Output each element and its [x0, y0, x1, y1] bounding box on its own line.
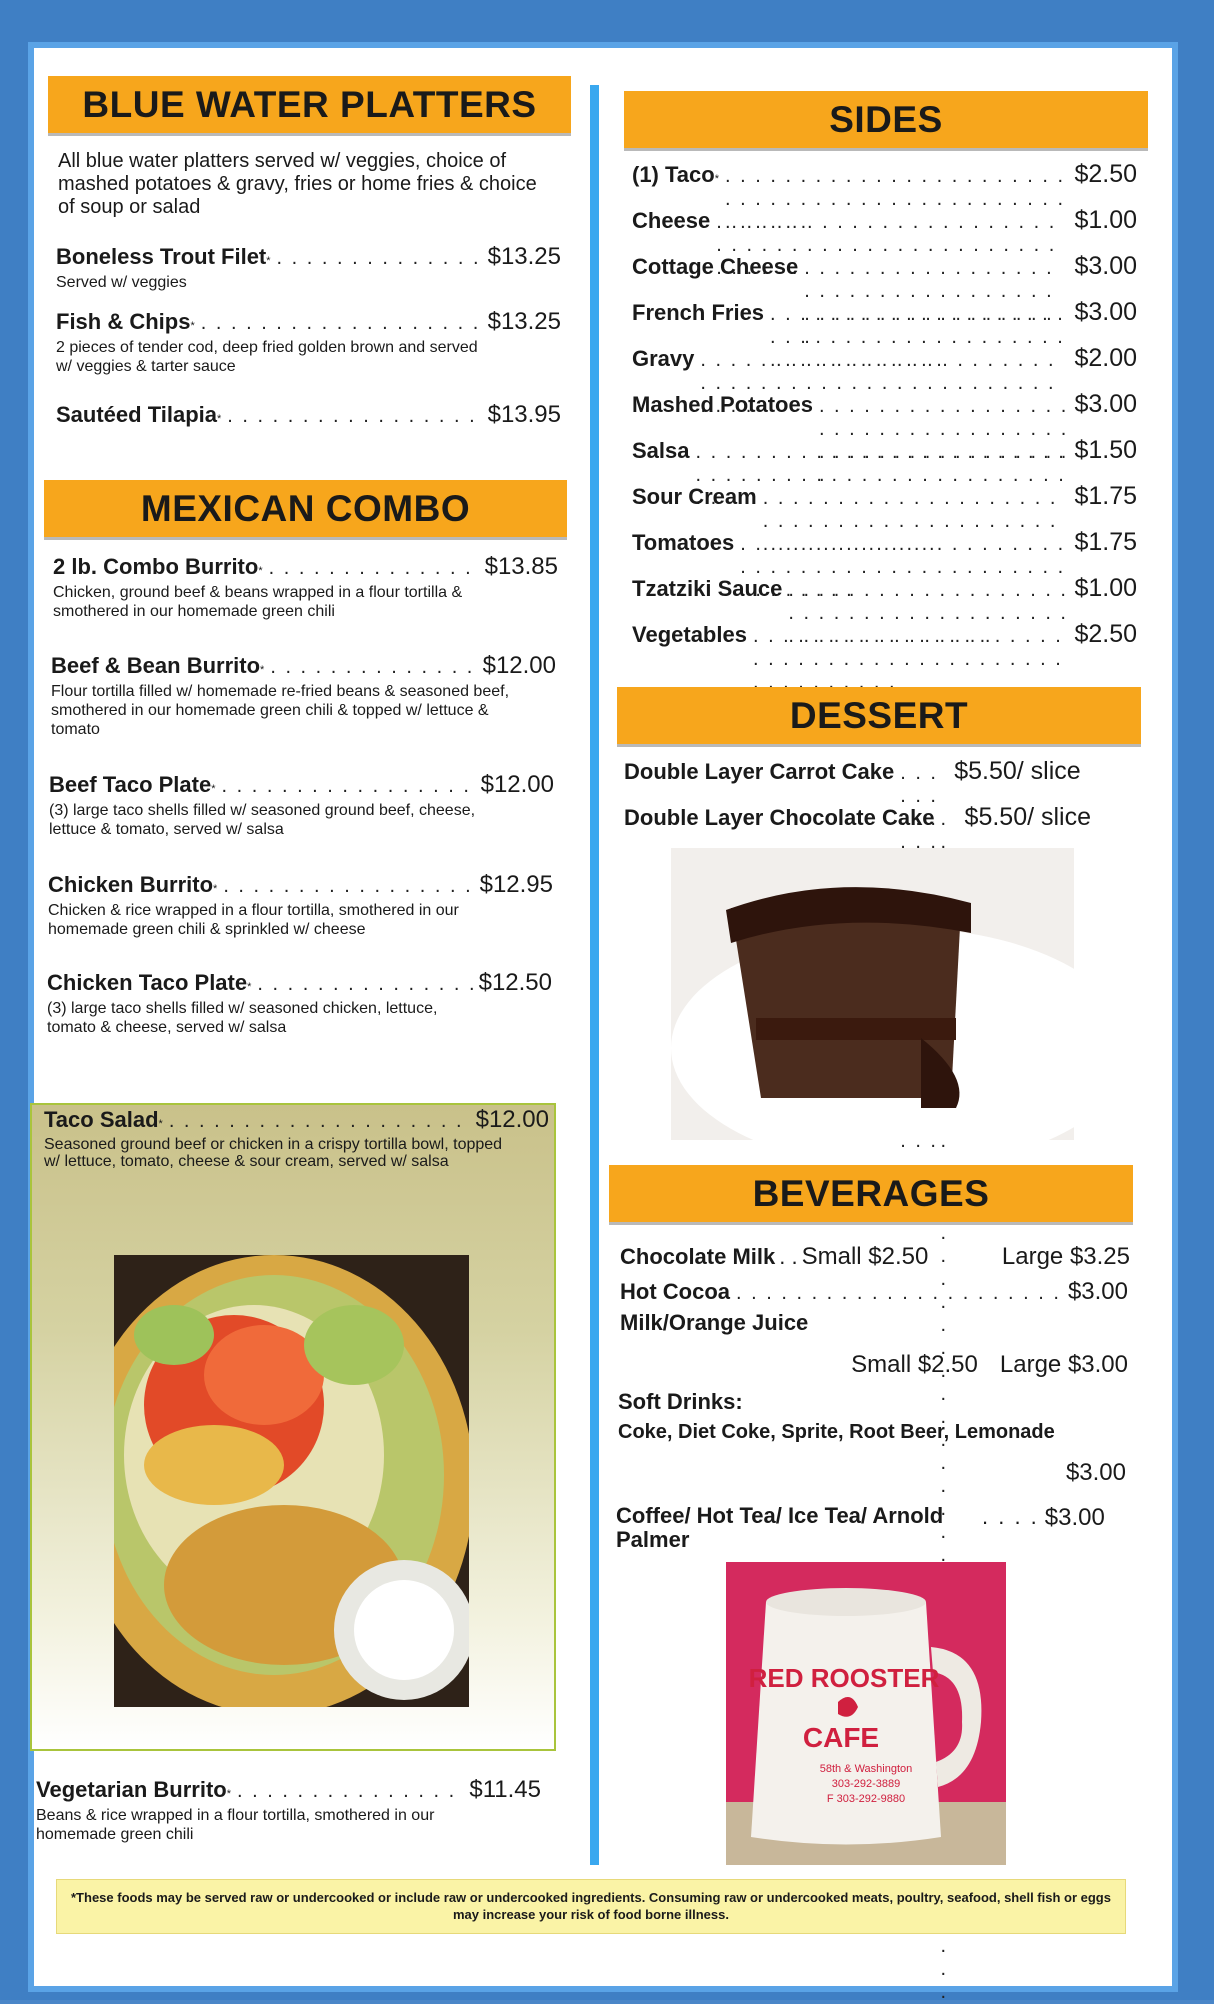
item-price: $3.00 — [1065, 1459, 1126, 1486]
mug-brand-top: RED ROOSTER — [748, 1663, 940, 1693]
leader-dots — [269, 557, 479, 580]
item-price: $3.00 — [1074, 390, 1137, 418]
leader-dots — [222, 775, 475, 798]
beverages-title: BEVERAGES — [752, 1172, 990, 1214]
side-item — [632, 344, 1137, 390]
leader-dots — [736, 1282, 1062, 1305]
side-item — [632, 160, 1137, 206]
leader-dots — [169, 1110, 470, 1133]
side-item — [632, 252, 1137, 298]
side-item — [632, 620, 1137, 666]
menu-item-trout — [56, 243, 561, 292]
small-price: Small $2.50 — [851, 1351, 978, 1378]
raw-warning-mark: * — [714, 173, 719, 185]
item-name: Beef & Bean Burrito — [51, 653, 261, 678]
leader-dots — [223, 875, 473, 898]
item-name: Salsa — [632, 438, 690, 463]
item-name: Hot Cocoa — [620, 1279, 730, 1304]
mug-illustration — [726, 1562, 1006, 1865]
dessert-item — [624, 803, 1132, 849]
item-desc: (3) large taco shells filled w/ seasoned ground beef, cheese, lettuce & tomato, served w/ salsa — [49, 802, 476, 838]
side-item — [632, 298, 1137, 344]
item-name: Fish & Chips — [56, 309, 191, 334]
dessert-banner — [617, 687, 1141, 747]
large-price: Large $3.00 — [999, 1351, 1128, 1378]
item-name: Chicken Taco Plate — [47, 970, 248, 995]
item-price: $3.00 — [1067, 1278, 1128, 1305]
item-price: $12.00 — [482, 652, 556, 679]
menu-item-chicken-taco-plate — [47, 969, 552, 1037]
item-price: $3.00 — [1044, 1504, 1105, 1531]
chocolate-cake-photo — [671, 848, 1074, 1140]
item-name: Double Layer Chocolate Cake — [624, 805, 935, 830]
item-name: Cottage Cheese — [632, 254, 799, 279]
item-price: $3.00 — [1074, 298, 1137, 326]
raw-food-disclaimer — [56, 1879, 1126, 1934]
item-price: $2.00 — [1074, 344, 1137, 372]
side-item — [632, 574, 1137, 620]
mug-brand-bottom: CAFE — [802, 1722, 880, 1753]
menu-item-tilapia — [56, 401, 561, 429]
item-price: $3.00 — [1074, 252, 1137, 280]
menu-item-taco-salad — [44, 1106, 549, 1170]
leader-dots — [227, 405, 481, 428]
leader-dots — [277, 247, 482, 270]
raw-warning-mark: * — [258, 565, 263, 577]
raw-warning-mark: * — [247, 981, 252, 993]
item-name: Soft Drinks: — [618, 1389, 743, 1414]
item-name: Gravy — [632, 346, 695, 371]
beverage-choc-milk — [620, 1243, 1130, 1271]
item-price: $5.50/ slice — [964, 803, 1092, 831]
leader-dots — [753, 625, 1068, 694]
item-price: $1.00 — [1074, 206, 1137, 234]
item-price: $1.75 — [1074, 482, 1137, 510]
sides-list — [632, 160, 1137, 666]
sides-banner — [624, 91, 1148, 151]
item-name: Chocolate Milk — [620, 1244, 776, 1269]
item-name: Vegetables — [632, 622, 747, 647]
leader-dots: . . — [779, 1244, 798, 1269]
side-item — [632, 528, 1137, 574]
item-name: Sautéed Tilapia — [56, 402, 217, 427]
item-name: Taco Salad — [44, 1107, 159, 1132]
leader-dots — [257, 973, 472, 996]
item-name: Tomatoes — [632, 530, 735, 555]
raw-warning-mark: * — [213, 883, 218, 895]
beverage-coffee — [616, 1504, 1124, 1552]
leader-dots — [270, 656, 476, 679]
item-desc: Chicken & rice wrapped in a flour tortilla, smothered in our homemade green chili & sprinkled w/ cheese — [48, 902, 459, 938]
platters-banner — [48, 76, 571, 136]
item-desc: Flour tortilla filled w/ homemade re-fried beans & seasoned beef, smothered in our homemade green chili & topped w/ lettuce & tomato — [51, 683, 510, 738]
item-price: $12.00 — [475, 1106, 549, 1133]
item-price: $2.50 — [1074, 160, 1137, 188]
item-desc: Served w/ veggies — [56, 274, 187, 291]
large-price: Large $3.25 — [1001, 1243, 1130, 1270]
item-name: Vegetarian Burrito — [36, 1777, 227, 1802]
menu-item-beef-taco-plate — [49, 771, 554, 839]
item-name: Cheese — [632, 208, 711, 233]
sides-title: SIDES — [829, 98, 943, 140]
item-price: $13.25 — [487, 308, 561, 335]
chocolate-cake-illustration — [671, 848, 1074, 1140]
taco-salad-illustration — [114, 1255, 469, 1707]
item-name: Mashed Potatoes — [632, 392, 813, 417]
mexican-title: MEXICAN COMBO — [140, 487, 471, 529]
platters-intro-text: All blue water platters served w/ veggies, choice of mashed potatoes & gravy, fries or home fries & choice of soup or salad — [58, 150, 537, 218]
platters-title: BLUE WATER PLATTERS — [82, 83, 537, 125]
item-name: Tzatziki Sauce — [632, 576, 783, 601]
item-name: (1) Taco — [632, 162, 715, 187]
leader-dots: . . . . — [982, 1504, 1039, 1529]
side-item — [632, 390, 1137, 436]
item-desc: Seasoned ground beef or chicken in a crispy tortilla bowl, topped w/ lettuce, tomato, cheese & sour cream, served w/ salsa — [44, 1136, 503, 1170]
item-name: Sour Cream — [632, 484, 757, 509]
menu-item-vegetarian-burrito — [36, 1776, 541, 1844]
menu-item-chicken-burrito — [48, 871, 553, 939]
mug-phone-2: F 303-292-9880 — [826, 1793, 906, 1805]
raw-warning-mark: * — [266, 255, 271, 267]
item-desc: (3) large taco shells filled w/ seasoned chicken, lettuce, tomato & cheese, served w/ salsa — [47, 1000, 438, 1036]
dessert-item — [624, 757, 1132, 803]
item-price: $1.00 — [1074, 574, 1137, 602]
item-name: French Fries — [632, 300, 765, 325]
item-price: $13.95 — [487, 401, 561, 428]
item-price: $11.45 — [469, 1776, 541, 1803]
beverage-milk-oj — [620, 1310, 1128, 1379]
platters-intro — [58, 150, 558, 219]
column-divider — [590, 85, 599, 1865]
item-name: 2 lb. Combo Burrito — [53, 554, 259, 579]
side-item — [632, 436, 1137, 482]
small-price: Small $2.50 — [801, 1243, 929, 1270]
item-name: Beef Taco Plate — [49, 772, 212, 797]
beverage-hot-cocoa — [620, 1278, 1128, 1306]
side-item — [632, 482, 1137, 528]
item-desc: Chicken, ground beef & beans wrapped in a flour tortilla & smothered in our homemade green chili — [53, 584, 463, 620]
item-price: $1.75 — [1074, 528, 1137, 556]
beverage-soft-drinks — [618, 1389, 1126, 1487]
item-desc: 2 pieces of tender cod, deep fried golden brown and served w/ veggies & tarter sauce — [56, 339, 478, 375]
raw-warning-mark: * — [211, 783, 216, 795]
raw-warning-mark: * — [260, 664, 265, 676]
soft-drink-list: Coke, Diet Coke, Sprite, Root Beer, Lemonade — [618, 1421, 1055, 1443]
item-name: Boneless Trout Filet — [56, 244, 267, 269]
disclaimer-text: *These foods may be served raw or undercooked or include raw or undercooked ingredients. Consuming raw or undercooked meats, poultry, seafood, shell fish or eggs may increase your risk of food borne illness. — [71, 1890, 1111, 1922]
dessert-list — [624, 757, 1132, 849]
item-price: $2.50 — [1074, 620, 1137, 648]
item-price: $12.95 — [479, 871, 553, 898]
taco-salad-photo — [114, 1255, 469, 1707]
raw-warning-mark: * — [216, 413, 222, 425]
coffee-mug-photo — [726, 1562, 1006, 1865]
dessert-title: DESSERT — [789, 694, 969, 736]
side-item — [632, 206, 1137, 252]
raw-warning-mark: * — [226, 1788, 231, 1800]
item-price: $5.50/ slice — [954, 757, 1081, 785]
item-price: $13.25 — [487, 243, 561, 270]
beverages-banner — [609, 1165, 1133, 1225]
item-desc: Beans & rice wrapped in a flour tortilla, smothered in our homemade green chili — [36, 1807, 435, 1843]
item-name: Milk/Orange Juice — [620, 1310, 809, 1335]
leader-dots — [201, 312, 482, 335]
mug-phone-1: 303-292-3889 — [831, 1778, 901, 1790]
item-price: $12.50 — [478, 969, 552, 996]
mexican-banner — [44, 480, 567, 540]
menu-item-fish-chips — [56, 308, 561, 376]
raw-warning-mark: * — [190, 320, 195, 332]
item-name: Double Layer Carrot Cake — [624, 759, 895, 784]
item-name: Chicken Burrito — [48, 872, 214, 897]
menu-item-combo-burrito — [53, 553, 558, 621]
item-name: Coffee/ Hot Tea/ Ice Tea/ Arnold Palmer — [616, 1503, 944, 1552]
item-price: $12.00 — [480, 771, 554, 798]
raw-warning-mark: * — [158, 1118, 163, 1130]
leader-dots — [237, 1780, 463, 1803]
menu-item-beef-bean-burrito — [51, 652, 556, 739]
mug-address: 58th & Washington — [819, 1763, 913, 1775]
item-price: $13.85 — [484, 553, 558, 580]
item-price: $1.50 — [1074, 436, 1137, 464]
